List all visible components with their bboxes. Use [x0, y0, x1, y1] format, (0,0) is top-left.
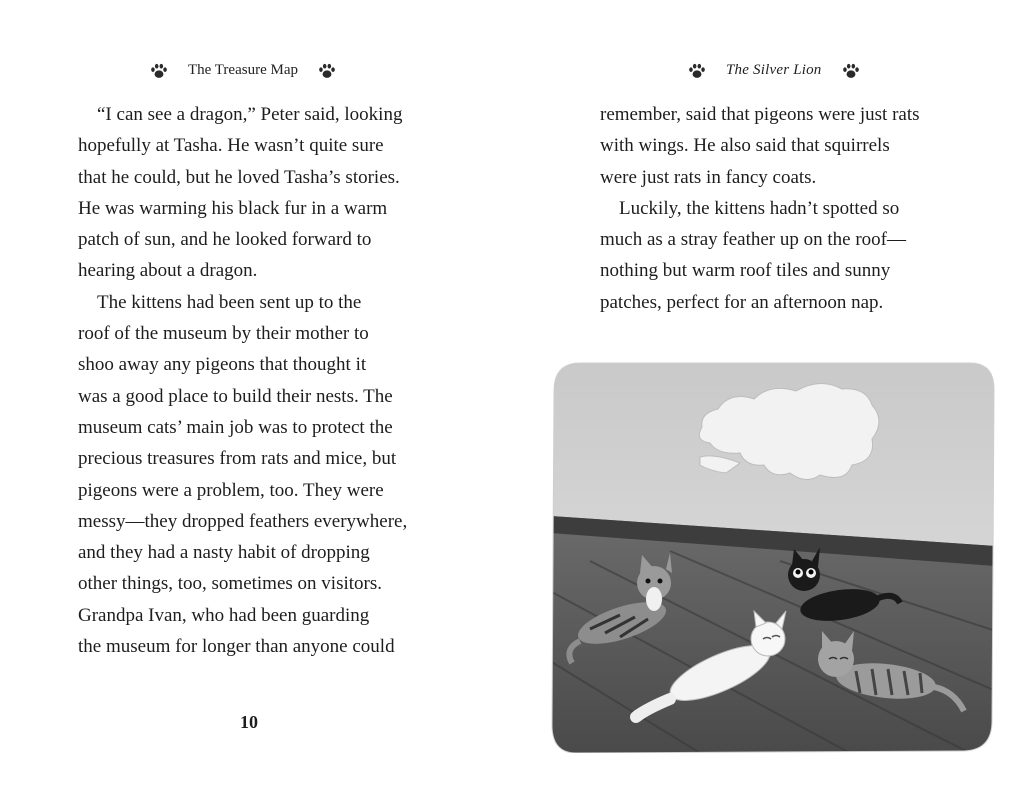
- text-line: that he could, but he loved Tasha’s stories.: [78, 166, 400, 188]
- running-header-left: [150, 62, 336, 79]
- text-line: pigeons were a problem, too. They were: [78, 479, 384, 501]
- rooftop-kittens-illustration: [550, 361, 996, 753]
- book-title: The Silver Lion: [726, 62, 822, 78]
- paw-print-icon: [318, 63, 336, 79]
- chapter-title: The Treasure Map: [188, 62, 298, 78]
- text-line: Luckily, the kittens hadn’t spotted so: [619, 197, 900, 219]
- text-line: hearing about a dragon.: [78, 260, 258, 282]
- text-line: were just rats in fancy coats.: [600, 166, 817, 188]
- text-line: was a good place to build their nests. The: [78, 385, 393, 407]
- body-text-left: [78, 99, 438, 662]
- text-line: much as a stray feather up on the roof—: [600, 229, 907, 251]
- text-line: nothing but warm roof tiles and sunny: [600, 260, 891, 282]
- right-page: [512, 0, 1024, 788]
- text-line: with wings. He also said that squirrels: [600, 135, 890, 157]
- body-text-right: [600, 99, 960, 318]
- text-line: hopefully at Tasha. He wasn’t quite sure: [78, 135, 384, 157]
- text-line: He was warming his black fur in a warm: [78, 197, 388, 219]
- text-line: precious treasures from rats and mice, but: [78, 448, 397, 470]
- text-line: the museum for longer than anyone could: [78, 636, 395, 658]
- paw-print-icon: [688, 63, 706, 79]
- text-line: other things, too, sometimes on visitors.: [78, 573, 382, 595]
- text-line: patch of sun, and he looked forward to: [78, 229, 372, 251]
- text-line: patches, perfect for an afternoon nap.: [600, 291, 884, 313]
- text-line: shoo away any pigeons that thought it: [78, 354, 367, 376]
- paw-print-icon: [842, 63, 860, 79]
- text-line: remember, said that pigeons were just rats: [600, 104, 920, 125]
- text-line: Grandpa Ivan, who had been guarding: [78, 604, 370, 626]
- text-line: museum cats’ main job was to protect the: [78, 416, 393, 438]
- running-header-right: [688, 62, 860, 79]
- text-line: “I can see a dragon,” Peter said, looking: [97, 104, 403, 125]
- text-line: messy—they dropped feathers everywhere,: [78, 510, 408, 532]
- paw-print-icon: [150, 63, 168, 79]
- text-line: The kittens had been sent up to the: [97, 291, 362, 313]
- text-line: and they had a nasty habit of dropping: [78, 542, 370, 564]
- text-line: roof of the museum by their mother to: [78, 323, 369, 345]
- page-number: 10: [240, 712, 258, 732]
